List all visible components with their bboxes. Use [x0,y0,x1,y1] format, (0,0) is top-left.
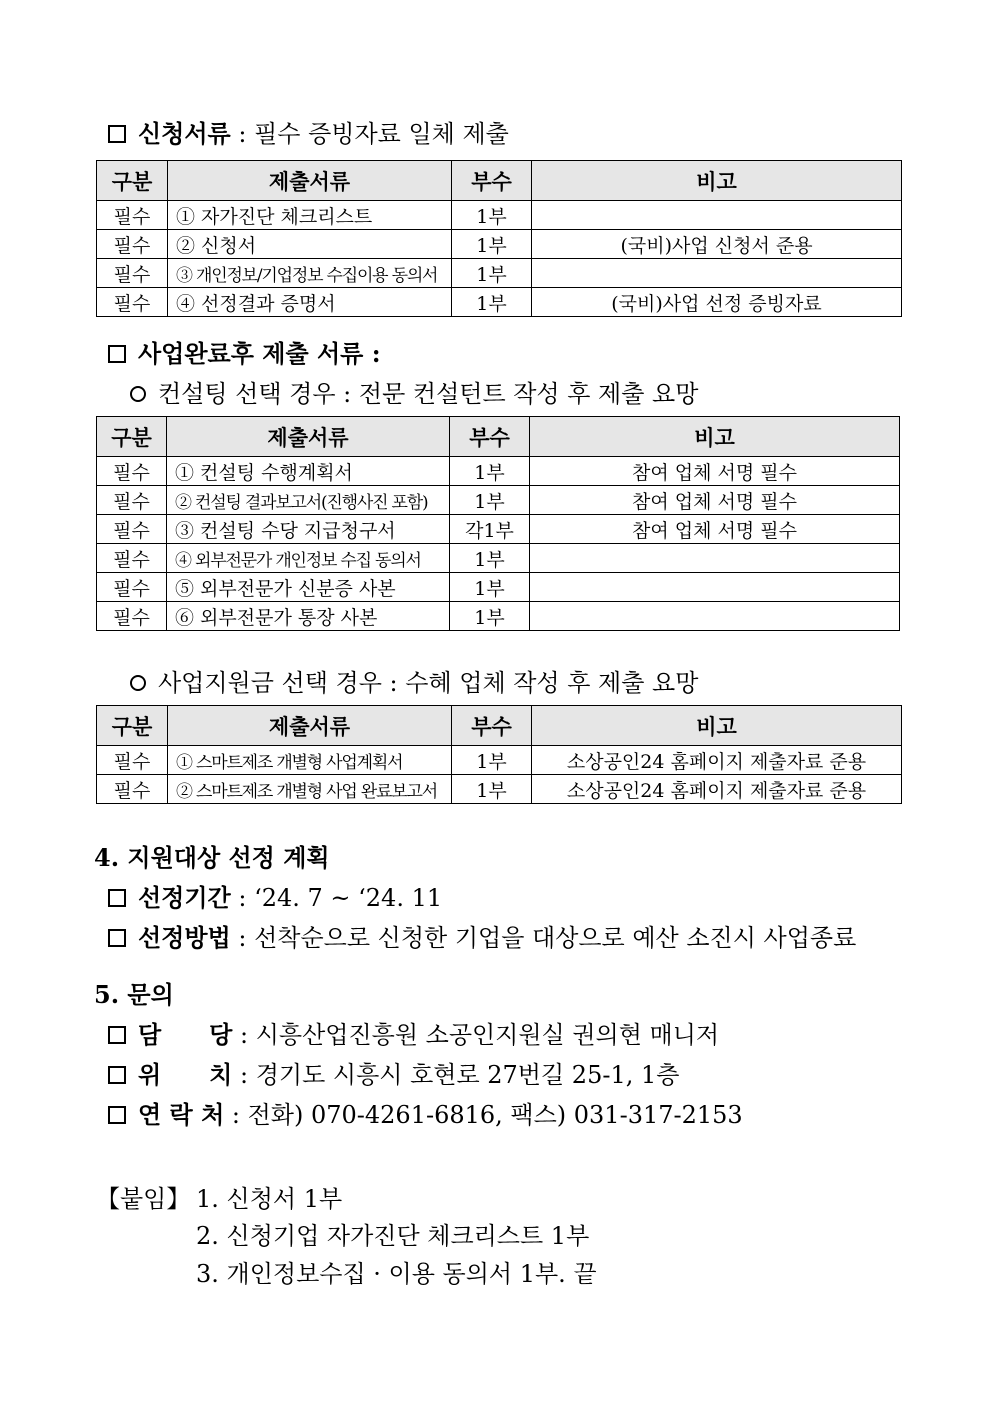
section4-title: 4. 지원대상 선정 계획 [94,843,330,872]
section-docs-desc: : 필수 증빙자료 일체 제출 [230,120,509,148]
consulting-label [130,374,698,409]
cell-category: 필수 [97,775,168,804]
cell-remarks: (국비)사업 신청서 준용 [532,230,902,259]
header-document: 제출서류 [168,706,452,746]
selection-method [108,918,856,953]
circle-bullet-icon [130,386,146,402]
header-remarks: 비고 [530,417,900,457]
cell-category: 필수 [97,259,168,288]
table-row [97,544,900,573]
header-category: 구분 [97,417,167,457]
cell-remarks [530,602,900,631]
contact-phone-value: : 전화) 070-4261-6816, 팩스) 031-317-2153 [224,1101,743,1129]
table-header-row [97,706,902,746]
table-row [97,486,900,515]
section-after-heading [108,334,381,369]
attachments-label: 【붙임】 [96,1185,191,1213]
table-row [97,288,902,317]
contact-person-value: : 시흥산업진흥원 소공인지원실 권의현 매니저 [232,1021,720,1049]
header-copies: 부수 [450,417,530,457]
header-category: 구분 [97,161,168,201]
cell-document: ⑤ 외부전문가 신분증 사본 [167,573,450,602]
table-row [97,259,902,288]
cell-copies: 1부 [452,775,532,804]
cell-document: ④ 외부전문가 개인정보 수집 동의서 [167,544,450,573]
cell-category: 필수 [97,486,167,515]
section-docs-heading [108,114,509,149]
table-header-row [97,417,900,457]
cell-document: ② 신청서 [168,230,452,259]
cell-category: 필수 [97,457,167,486]
section-docs-title: 신청서류 [138,119,231,148]
circle-bullet-icon [130,675,146,691]
cell-remarks: 소상공인24 홈페이지 제출자료 준용 [532,746,902,775]
cell-category: 필수 [97,201,168,230]
grant-label [130,663,698,698]
checkbox-square-icon [108,1066,126,1084]
contact-phone-label: 연 락 처 [138,1100,225,1129]
table-row [97,515,900,544]
selection-method-value: : 선착순으로 신청한 기업을 대상으로 예산 소진시 사업종료 [230,924,857,952]
header-document: 제출서류 [167,417,450,457]
cell-remarks: 참여 업체 서명 필수 [530,457,900,486]
header-copies: 부수 [452,161,532,201]
table-row [97,457,900,486]
attachment-item: 2. 신청기업 자가진단 체크리스트 1부 [196,1222,590,1250]
cell-copies: 1부 [450,573,530,602]
cell-document: ⑥ 외부전문가 통장 사본 [167,602,450,631]
cell-copies: 1부 [450,544,530,573]
cell-copies: 1부 [452,746,532,775]
cell-remarks: 참여 업체 서명 필수 [530,515,900,544]
grant-label-text: 사업지원금 선택 경우 : 수혜 업체 작성 후 제출 요망 [158,669,699,697]
header-document: 제출서류 [168,161,452,201]
selection-period-value: : ‘24. 7 ~ ‘24. 11 [230,884,443,912]
cell-copies: 1부 [452,201,532,230]
contact-location-label: 위 치 [138,1060,233,1089]
table-row [97,573,900,602]
cell-document: ① 컨설팅 수행계획서 [167,457,450,486]
checkbox-square-icon [108,1026,126,1044]
cell-copies: 1부 [450,486,530,515]
contact-person [108,1015,719,1050]
consulting-label-text: 컨설팅 선택 경우 : 전문 컨설턴트 작성 후 제출 요망 [158,380,699,408]
table-row [97,201,902,230]
header-copies: 부수 [452,706,532,746]
cell-remarks [532,259,902,288]
cell-category: 필수 [97,544,167,573]
header-remarks: 비고 [532,161,902,201]
checkbox-square-icon [108,125,126,143]
cell-document: ④ 선정결과 증명서 [168,288,452,317]
docs-table [96,160,902,317]
grant-table [96,705,902,804]
contact-location [108,1055,679,1090]
cell-remarks: (국비)사업 선정 증빙자료 [532,288,902,317]
table-row [97,602,900,631]
table-row [97,230,902,259]
attachment-item: 1. 신청서 1부 [196,1185,343,1213]
checkbox-square-icon [108,889,126,907]
selection-method-label: 선정방법 [138,923,231,952]
checkbox-square-icon [108,929,126,947]
consulting-table [96,416,900,631]
cell-copies: 1부 [452,288,532,317]
checkbox-square-icon [108,345,126,363]
selection-period [108,878,442,913]
table-header-row [97,161,902,201]
attachment-item: 3. 개인정보수집 · 이용 동의서 1부. 끝 [196,1260,597,1288]
cell-category: 필수 [97,515,167,544]
header-category: 구분 [97,706,168,746]
cell-category: 필수 [97,573,167,602]
cell-category: 필수 [97,602,167,631]
cell-remarks: 참여 업체 서명 필수 [530,486,900,515]
cell-document: ② 컨설팅 결과보고서(진행사진 포함) [167,486,450,515]
contact-location-value: : 경기도 시흥시 호현로 27번길 25-1, 1층 [232,1061,680,1089]
cell-remarks [530,544,900,573]
checkbox-square-icon [108,1106,126,1124]
header-remarks: 비고 [532,706,902,746]
cell-category: 필수 [97,746,168,775]
table-row [97,746,902,775]
cell-document: ③ 컨설팅 수당 지급청구서 [167,515,450,544]
cell-category: 필수 [97,288,168,317]
cell-copies: 1부 [452,259,532,288]
cell-copies: 각1부 [450,515,530,544]
cell-copies: 1부 [450,602,530,631]
contact-person-label: 담 당 [138,1020,233,1049]
cell-document: ① 자가진단 체크리스트 [168,201,452,230]
contact-phone [108,1095,743,1130]
cell-remarks [532,201,902,230]
cell-remarks: 소상공인24 홈페이지 제출자료 준용 [532,775,902,804]
table-row [97,775,902,804]
section5-title: 5. 문의 [94,980,174,1009]
section-after-title: 사업완료후 제출 서류 : [138,339,381,368]
cell-document: ① 스마트제조 개별형 사업계획서 [168,746,452,775]
cell-category: 필수 [97,230,168,259]
cell-document: ② 스마트제조 개별형 사업 완료보고서 [168,775,452,804]
cell-document: ③ 개인정보/기업정보 수집이용 동의서 [168,259,452,288]
selection-period-label: 선정기간 [138,883,231,912]
cell-remarks [530,573,900,602]
cell-copies: 1부 [450,457,530,486]
cell-copies: 1부 [452,230,532,259]
